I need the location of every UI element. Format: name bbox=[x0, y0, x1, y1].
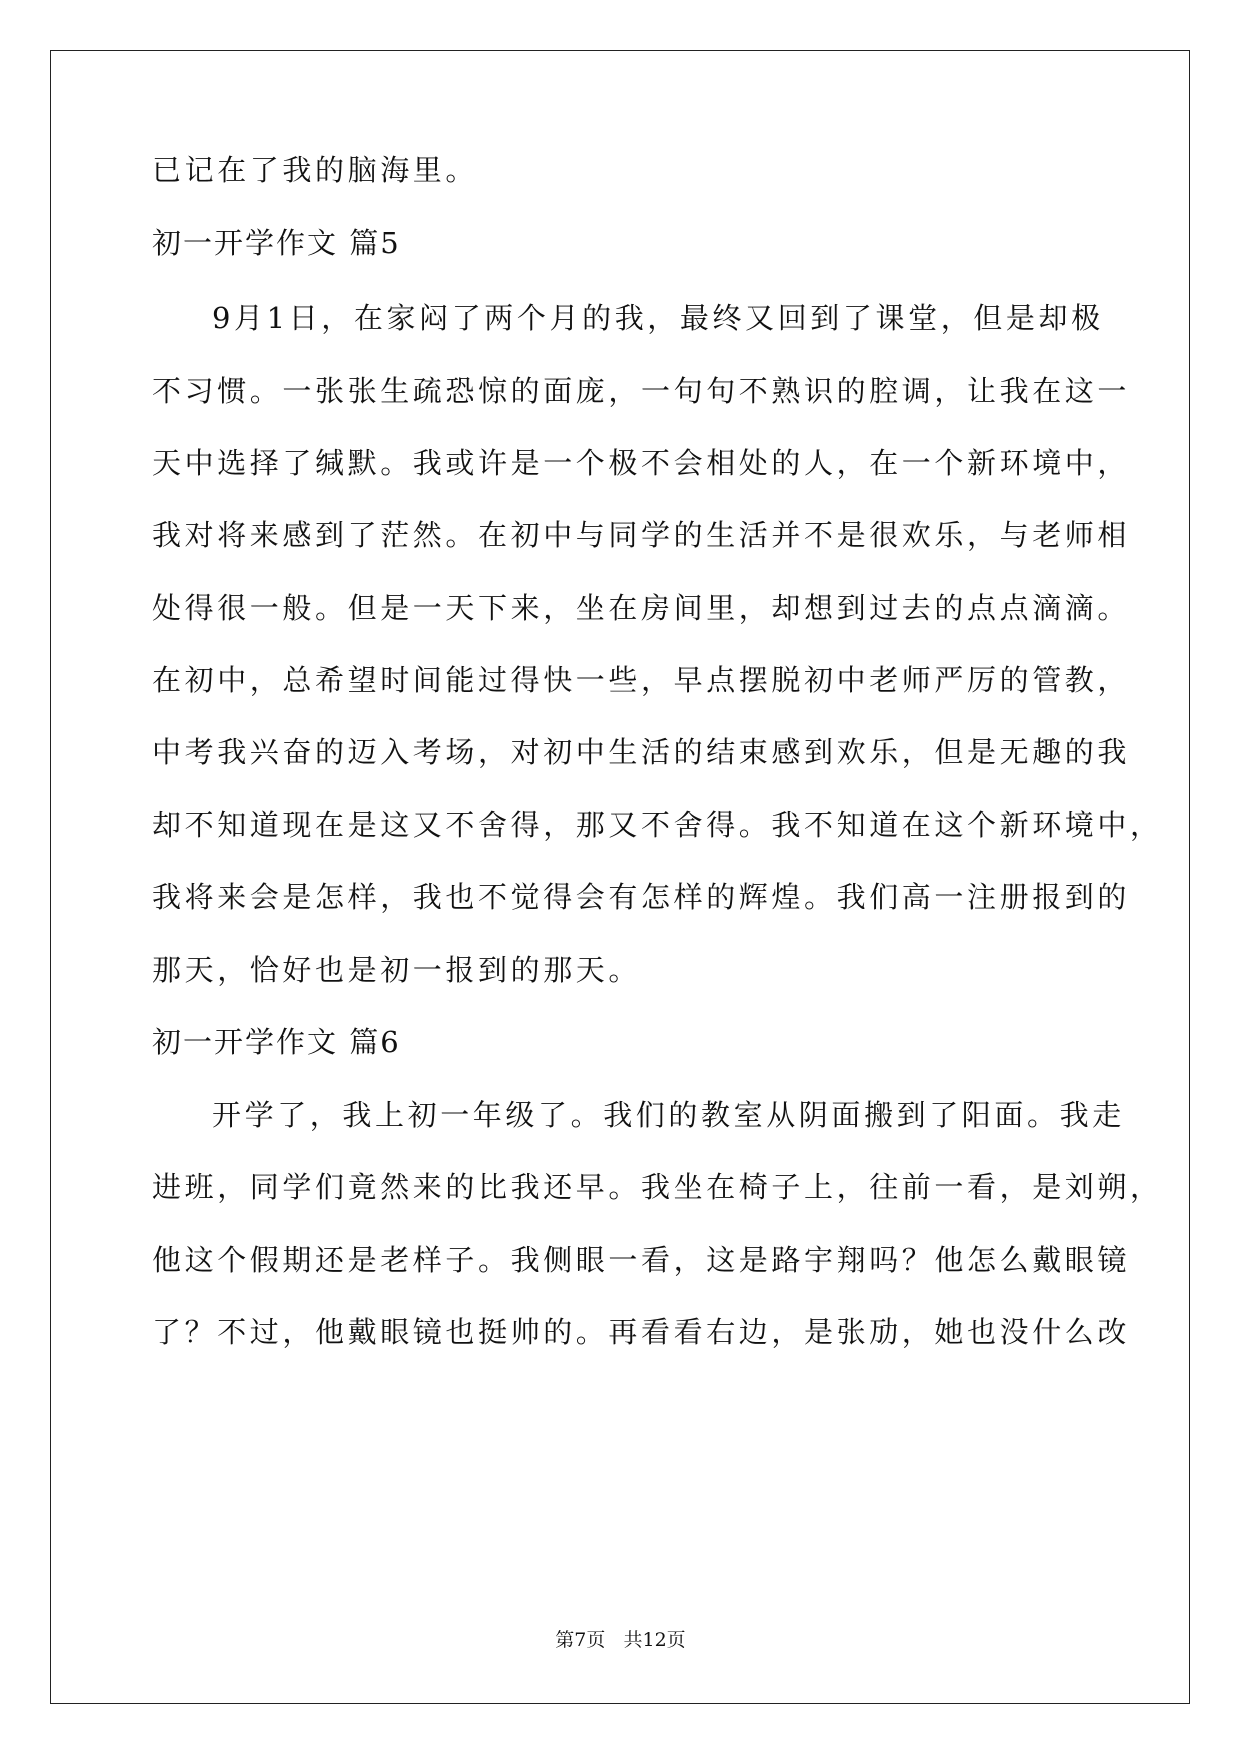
text-line: 那天，恰好也是初一报到的那天。 bbox=[152, 953, 642, 987]
section-heading: 初一开学作文 篇5 bbox=[152, 226, 401, 260]
text-line: 开学了，我上初一年级了。我们的教室从阴面搬到了阳面。我走 bbox=[212, 1098, 1125, 1132]
text-line: 不习惯。一张张生疏恐惊的面庞，一句句不熟识的腔调，让我在这一 bbox=[152, 374, 1131, 408]
text-line: 天中选择了缄默。我或许是一个极不会相处的人，在一个新环境中， bbox=[152, 446, 1131, 480]
section-heading: 初一开学作文 篇6 bbox=[152, 1025, 401, 1059]
text-line: 我将来会是怎样，我也不觉得会有怎样的辉煌。我们高一注册报到的 bbox=[152, 880, 1131, 914]
text-line: 我对将来感到了茫然。在初中与同学的生活并不是很欢乐，与老师相 bbox=[152, 518, 1131, 552]
text-line: 9月1日，在家闷了两个月的我，最终又回到了课堂，但是却极 bbox=[212, 301, 1104, 335]
text-line: 中考我兴奋的迈入考场，对初中生活的结束感到欢乐，但是无趣的我 bbox=[152, 735, 1131, 769]
text-line: 处得很一般。但是一天下来，坐在房间里，却想到过去的点点滴滴。 bbox=[152, 591, 1131, 625]
text-line: 他这个假期还是老样子。我侧眼一看，这是路宇翔吗？他怎么戴眼镜 bbox=[152, 1243, 1131, 1277]
text-line: 已记在了我的脑海里。 bbox=[152, 153, 479, 187]
page-number: 第7页 共12页 bbox=[555, 1629, 686, 1651]
text-line: 在初中，总希望时间能过得快一些，早点摆脱初中老师严厉的管教， bbox=[152, 663, 1131, 697]
text-line: 却不知道现在是这又不舍得，那又不舍得。我不知道在这个新环境中， bbox=[152, 808, 1163, 842]
text-line: 进班，同学们竟然来的比我还早。我坐在椅子上，往前一看，是刘朔， bbox=[152, 1170, 1163, 1204]
text-line: 了？不过，他戴眼镜也挺帅的。再看看右边，是张劢，她也没什么改 bbox=[152, 1315, 1131, 1349]
